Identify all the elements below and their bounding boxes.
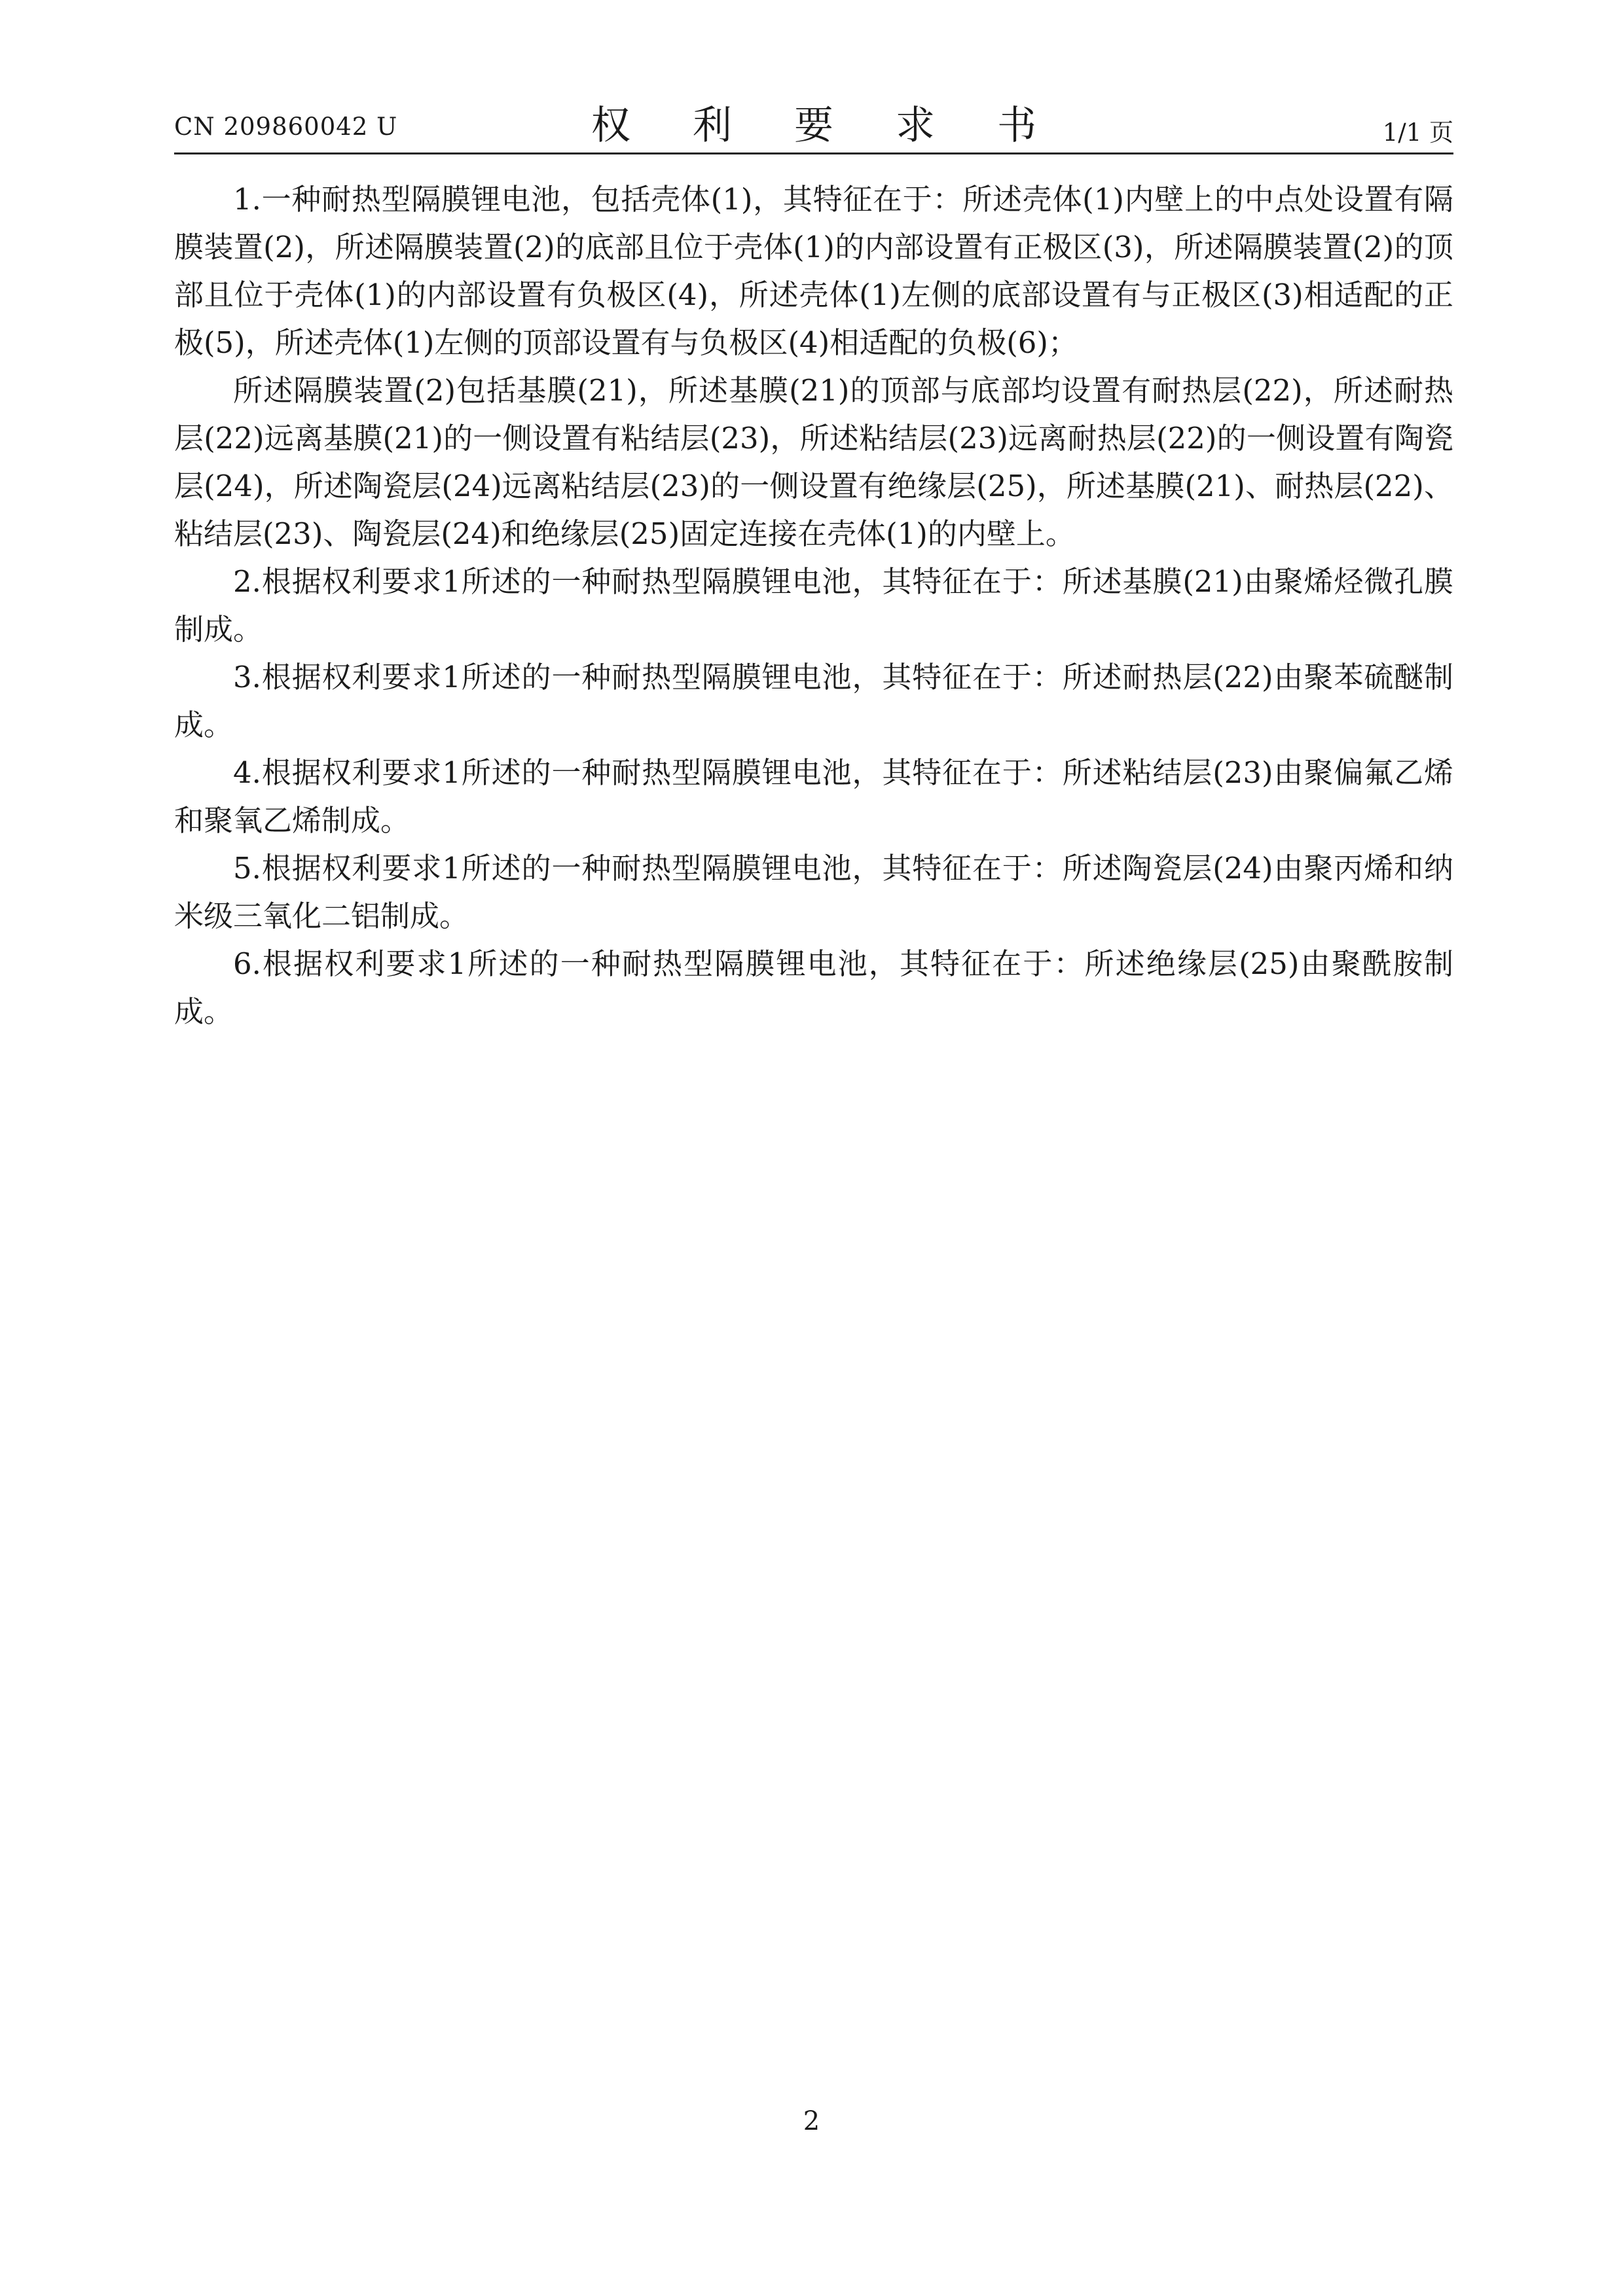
page-header (174, 92, 1453, 154)
header-divider (174, 152, 1453, 154)
page-count: 1/1 页 (1382, 118, 1453, 147)
claim-4: 4.根据权利要求1所述的一种耐热型隔膜锂电池，其特征在于：所述粘结层(23)由聚偏氟乙烯和聚氧乙烯制成。 (174, 755, 1453, 838)
claims-body (174, 175, 1453, 1035)
claim-6: 6.根据权利要求1所述的一种耐热型隔膜锂电池，其特征在于：所述绝缘层(25)由聚酰胺制成。 (174, 946, 1453, 1029)
claim-2: 2.根据权利要求1所述的一种耐热型隔膜锂电池，其特征在于：所述基膜(21)由聚烯烃微孔膜制成。 (174, 564, 1453, 647)
publication-number: CN 209860042 U (174, 113, 398, 141)
claim-1-continued: 所述隔膜装置(2)包括基膜(21)，所述基膜(21)的顶部与底部均设置有耐热层(22)，所述耐热层(22)远离基膜(21)的一侧设置有粘结层(23)，所述粘结层(23)远离耐热层(22)的一侧设置有陶瓷层(24)，所述陶瓷层(24)远离粘结层(23)的一侧设置有绝缘层(25)，所述基膜(21)、耐热层(22)、粘结层(23)、陶瓷层(24)和绝缘层(25)固定连接在壳体(1)的内壁上。 (174, 373, 1453, 551)
page-number: 2 (803, 2106, 820, 2136)
document-title: 权 利 要 求 书 (591, 103, 1062, 149)
claim-5: 5.根据权利要求1所述的一种耐热型隔膜锂电池，其特征在于：所述陶瓷层(24)由聚丙烯和纳米级三氧化二铝制成。 (174, 851, 1453, 933)
claim-3: 3.根据权利要求1所述的一种耐热型隔膜锂电池，其特征在于：所述耐热层(22)由聚苯硫醚制成。 (174, 660, 1453, 742)
claim-1: 1.一种耐热型隔膜锂电池，包括壳体(1)，其特征在于：所述壳体(1)内壁上的中点处设置有隔膜装置(2)，所述隔膜装置(2)的底部且位于壳体(1)的内部设置有正极区(3)，所述隔膜装置(2)的顶部且位于壳体(1)的内部设置有负极区(4)，所述壳体(1)左侧的底部设置有与正极区(3)相适配的正极(5)，所述壳体(1)左侧的顶部设置有与负极区(4)相适配的负极(6)； (174, 182, 1453, 360)
